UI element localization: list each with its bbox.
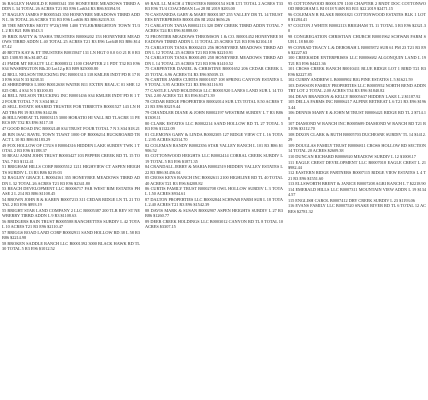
list-entry: 56 BRIDGERS BAIN TRUST B0005588 RANCHETTES SUBDIV L 42 TOTAL 10 ACRES T21 R3 E96 $2110.47 [2,218,140,230]
text-column-2 [145,1,283,400]
list-entry: 115 ENGLISH CAROL B0007412 DRY CREEK SUBDIV L 23 $1193.06 [288,197,415,203]
list-entry: 43 SHREDIPRES L1000 B0012638 WATER B11 EXTEN REAL/C 01 SHE 12025 ORL 4 S34 N 5 $3100.83 [2,82,140,93]
list-entry: 116 EVANS FAMILY LLC B0007520 SNAKE RIVER RD TL 6 TOTAL 12 ACRES $2781.32 [288,203,426,214]
list-entry: 44 BELL NELSON TRUCKING INC B0001436 S34 KMLER INDT PD R 1 T 2 FOUR TOTAL 7 N 3 S34 $8.2 [2,93,140,104]
list-entry: 113 ELLSWORTH BRENT & JANICE B0007208 AGRI RANCH L 7 $2218.90 [288,181,426,187]
list-entry: 54 BROWN JOHN R & KAREN B0007213 311 CEDAR RIDGE LN TL 21 TOTAL 2 R3 E96 $893.19 [2,197,140,208]
list-entry: 49 FOX HOLLOW OF CTUS 0 B0004316 HIDDEN LAKE SUBDIV TWK 1 TOTAL 2 R3 E96 $1188.37 [2,142,140,153]
list-entry: 75 CARPENTER DANIEL & CHRISTINE B0001652 206 CEDAR CREEK L 25 TOTAL 6.96 ACRES T4 R3 E96 $5039.13 [145,66,283,77]
list-entry: 100 CREEKSIDE ENTERPRISES LLC B0006682 ALGONQUIN LAND L 19 T21 R3 E96 $4421.36 [288,55,426,66]
list-entry: 76 CARTER JAMES CURTIS B0001837 108 SPRING CANYON ESTATES L 9 TOTAL 3.95 ACRES T21 R3 E96 $1116.93 [145,77,283,88]
list-entry: 81 CLEMONS GARY & LINDA B0002305 127 RIDGE VIEW CT L 16 TOTAL 2.95 ACRES $2314.70 [145,131,283,142]
list-entry: 58 BROKEN SADDLE RANCH LLC B0001392 3000 BLACK HAWK RD TL 30 TOTAL 5 R3 E96 $1012.52 [2,240,140,251]
list-entry: 77 CASTLE LAND HOLDINGS LLC B0001920 LANES LAND SUB L 14 TOTAL 2.00 ACRES T21 R3 E96 $1471.39 [145,88,283,99]
list-entry: 53 BEACH DEVELOPMENT LLC B0006717 FAR WEST RIM ESTATES PHASE 2 L 214 R3 B86 $1108.45 [2,186,140,197]
list-entry: 70 CASTANEDA GARY & MARY B0001387 255 VALLEY DR TL 14 TRUSTEES ENTERPRISES B0001456 BI 2024 $656.26 [145,11,283,23]
list-entry: 80 CLARK ESTATES LLC B0002214 SAND HOLLOW RD TL 27 TOTAL 5 R3 E96 $1122.09 [145,120,283,132]
list-entry: 55 BRIGHT STAR LAND COMPANY 2 LLC B0005387 200 TLR REV ST NEWBERRY TIRBD ADDN L 9 R3 $1108.63 [2,207,140,219]
list-entry: 110 DUNCAN RICHARD B0006920 MEADOW SUBDIV L 12 $1008.17 [288,153,416,159]
list-entry: 84 CRANDALL JERRY & MARIA B0002519 HIDDEN VALLEY ESTATES L 22 R3 B86 $1456.04 [145,164,283,175]
list-entry: 88 DAVIS MARK & SUSAN B0002907 ASPEN HEIGHTS SUBDIV L 27 R3 B86 $1260.77 [145,207,283,219]
list-entry: 89 DEER CREEK HOLDINGS LLC B0003012 CANYON RD TL 8 TOTAL 10 ACRES $3307.15 [145,218,283,230]
list-entry: 101 CROSS CREEK RANCH B0010411 BLUE RIDGE LOT 1 BIRD T21 R3 E96 $2227.85 [288,66,426,77]
list-entry: 57 BRIGGS ROAD LAND CORP B0002911 SAND HOLLOW RD 38 L 58 R3 B86 $2214.98 [2,229,140,240]
list-entry: 105 DELLA FARMS INC B0006217 ALPINE RETREAT L 6 T21 R3 E96 $1963.44 [288,99,426,110]
list-entry: 85 CROSS KEYS RANCH INC B0002611 2100 HIGHLINE RD TL 40 TOTAL 40 ACRES T21 R3 E96 $4208.82 [145,175,283,186]
text-column-1 [2,1,140,400]
list-entry: 96 COLEMAN R BLAKE B0001821 COTTONWOOD ESTATES BLK 1 LOT 8 $1284.41 [288,11,426,23]
list-entry: 73 CARLSTON TANJA B0002413 256 HONEYBEE MEADOWS TIRBD ADDN L 12 TOTAL 25 ACRES T21 R3 E96 $2210.91 [145,44,283,55]
list-entry: 103 DAWSON FAMILY PROPERTIES LLC B0005952 NORTH BEND ADDN TRT LOT 2 TOTAL 2.00 ACRES T34 R3 E96 $1840.82 [288,82,426,94]
list-entry: 74 CARLSTON TANJA B0001495 258 HONEYBEE MEADOWS TIRBD ADDN L 14 TOTAL 25 ACRES T21 R3 E96 $1410.52 [145,55,283,66]
list-entry: 95 COTTONWOOD B0001378 1100 CHAPTER 2 RNDT DOC COTTONWOOD BRIGHAM L BI 0118 Y46N R3 B11 $22 2019 $2471.15 [288,1,426,12]
list-entry: 42 BELL NELSON TRUCKING INC B0001313 118 KMLER INDT PD R 17 R3 E96 S34 N 33 $238.31 [2,71,140,82]
list-entry: 38 THE MEYERS MOTT 9*23(1998 1400 TYLER/BRIGHTON TOWN T1/3 L 2 R3 B21 B86 $543.3 [2,22,140,34]
list-entry: 109 DOUGLAS FAMILY TRUST B0006811 CROSS HOLLOW RD SECTION 14 TOTAL 20 ACRES $2609.38 [288,142,426,154]
list-entry: 97 COLTON J WHITE B0002113 BRIGHAM TL 11 TOTAL 3 R3 E96 $2321.30 [288,22,426,34]
list-entry: 98 CONGREGATION CHRISTIAN CHURCH B0001962 SCHWAB FARM SUB L 18 $0.00 [288,33,426,44]
list-entry: 40 BETTS KAY & ET TRUSTEES B0015847 131 LN HGT 0 0.0 0.0 21 R 0 R3 $25 1308.95 H/a $1407.42 [2,49,140,61]
list-entry: 45 SELL ESTATE SHARED TRUSTEE FOR TIBBETTS B0001527 143 LN HAD TR6 FR 19 R3 E96 $142.86 [2,104,140,115]
list-entry: 78 CEDAR RIDGE PROPERTIES B0002014 SUB LT3 TOTAL 8.50 ACRES T21 R3 E96 $3219.44 [145,99,283,110]
list-entry: 87 DALTON PROPERTIES LLC B0002844 SCHWAB FARM SUB L 18 TOTAL 2.40 ACRES T21 R3 E96 $1542.39 [145,197,283,208]
list-entry: 114 EMERALD HILLS LLC B0007311 MOUNTAIN VIEW ADDN L 19 $1344.57 [288,186,426,198]
list-entry: 106 DENNIS MARY E & JOHN M TRUST B0006421 RIDGE RD TL 2 $714.18 [288,110,426,121]
list-entry: 107 DIAMOND W RANCH INC B0005689 DIAMOND W RANCH RD T21 R3 E96 $3112.70 [288,121,426,132]
list-entry: 41 FMDR MT REALTY LLC B0008312 1100 CHAPTER 2 1 PDT T32 R3 E96 S34 WASHINGTON Blk.20 Lot12.p R3 B89 $25000.80 [2,60,140,71]
list-entry: 112 EASTERN RIDGE PARTNERS B0007115 RIDGE VIEW ESTATES L 4 T21 R3 E96 $1551.60 [288,170,426,181]
list-entry: 39 BRIX RATTY & TASHA TRUSTEES B0006202 153 HONEYBEE MEADOWS TIRBD ADDN L 40 TOTAL 25 ACRES T21 R3 E96 Lot648 R3 B86 $1407.42 [2,33,140,50]
list-entry: 79 CHANDLER DIANE & JOHN B0002197 WESTRIM SUBDIV L 7 R3 B86 $1308.11 [145,109,283,121]
list-entry: 102 CURRY ANDREW L B0000902 BIG PINE ESTATES L 5 $1621.59 [288,77,413,83]
list-entry: 37 BAGLEY JAMES P B0005343 350 HONEYBEE MEADOWS TIRBD ADDN L 36 TOTAL 26 ACRES T31 R3 E96 Lot636 R3 B86 $2319.33 [2,11,140,23]
list-entry: 52 BAGLEY GRACE L B0004161 355 HONEYBEE MEADOWS TIRBD ADDN L 32 TOTAL 26 ACRES T21 R3 E96 $2341.80 [2,175,140,186]
list-entry: 46 HILL/WHEAT TL B0003115 3000 HORATIO HI VALL RD TLACRE 11 PERCS RV T32 R3 E96 $117.18 [2,115,140,126]
list-entry: 86 CURTIS FAMILY TRUST B0002708 OWL HOLLOW SUBDIV L 3 TOTAL 1.50 ACRES $934.61 [145,186,283,197]
list-entry: 108 DIXON CLARK & RUTH B0005703 DUCHESNE SUBDIV TL 14 $1412.29 [288,132,426,143]
list-entry: 72 FRONTIER MEADOWS THROMSON 1 & CO. B0001452 HONEYBEE MEADOWS TIRBD ADDN L 11 TOTAL 25 ACRES T21 R3 E96 $2104.18 [145,33,283,44]
list-entry: 82 COLEMAN RANDY B0002356 STAR VALLEY RANCH L 101 R3 B86 $1906.52 [145,142,283,153]
list-entry: 104 DEAN BRANDON & KELLY B0005637 HIDDEN LAKE L 2 $1187.92 [288,93,421,99]
list-entry: 50 BEAU ANIM JOHN TRUST B0003427 103 PEPPER CREEK RD TL 15 TOTAL 7 R3 $112.41 [2,153,140,164]
list-entry: 36 BAGLEY HAROLD E B0005341 350 HONEYBEE MEADOWS TIRBD ADDN L 34 TOTAL 26 ACRES T21 R3 E96 Lot634 R3 B86 $3394.91 [2,1,140,12]
list-entry: 83 COTTONWOOD HEIGHTS LLC B0002414 CORRAL CREEK SUBDIV L 19 TOTAL 5 R3 E96 $1871.35 [145,153,283,164]
list-entry: 69 RAIL LL MACH 4 TRUSTEES B0000154 SUB LT1 TOTAL 2 ACRES T33 R3 E96 T1/4 COACHMAN Lot 28 BI 2019 $283.00 [145,1,283,12]
list-entry: 99 CONRAD TRACY L & DEBORAH L B0005872 SUB 61 PM 23 T21 R3 E96 $2227.63 [288,44,426,55]
list-entry: 48 BIN ISAC RAVEL TOWN TLWAT 1000 OF B0006214 BUCKBOARD TRACT L 10 R3 B86 $1183.29 [2,131,140,142]
list-entry: 71 CARLSTON TANJA B0002113 320 DRY CREEK TIRBD ADDN TOTAL 7 ACRES T24 R3 E96 $1888.00 [145,22,283,34]
list-entry: 47 GOOD ROAD INC B0002148 S34 TRUST FOUR TOTAL 7 N 3 S34 $18.21 [2,126,140,132]
list-entry: 111 EAGLE CREST DEVELOPMENT LLC B0007018 EAGLE CREST L 21 $982.44 [288,159,426,170]
list-entry: 51 BRIGHAM HILLS CORP B0005512 1211 HIGHVIEW CT ASPEN HEIGHTS SUBDIV L 13 R3 B86 $219.03 [2,164,140,175]
text-column-3 [288,1,426,400]
